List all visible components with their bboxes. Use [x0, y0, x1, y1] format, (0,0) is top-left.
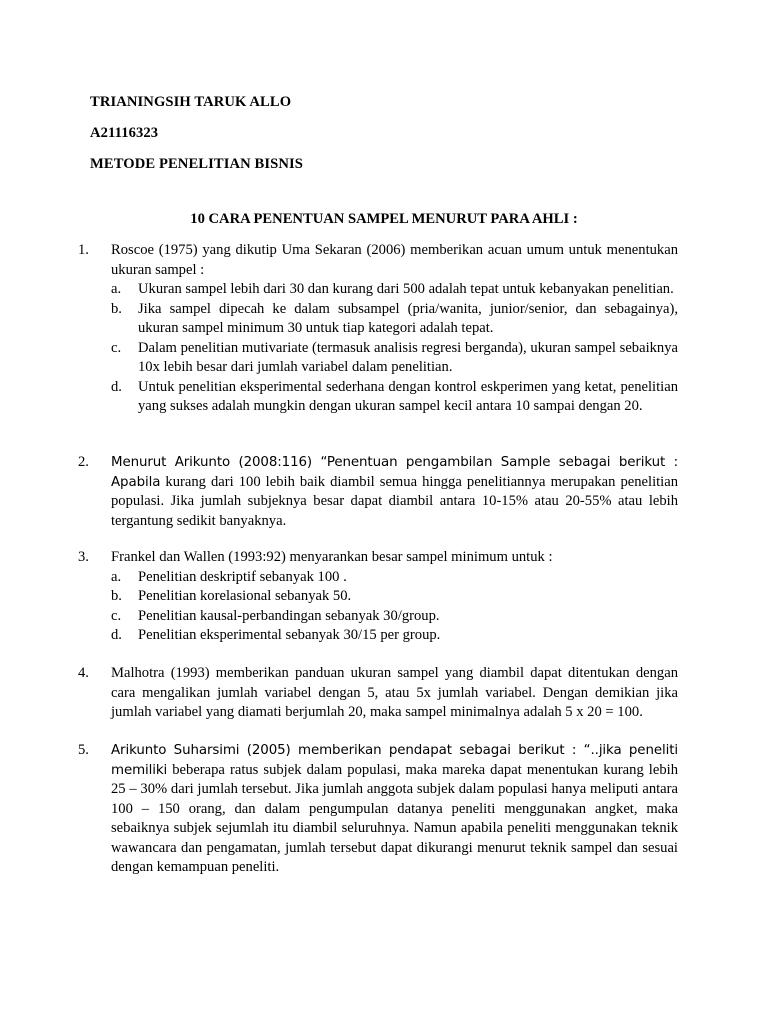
- list-item-text-block: [111, 453, 678, 531]
- sub-item-3a: [111, 568, 678, 588]
- sub-letter: a.: [111, 568, 122, 585]
- list-item-text-block: [111, 741, 678, 878]
- list-number: 5.: [78, 742, 89, 758]
- course-title: METODE PENELITIAN BISNIS: [90, 156, 303, 172]
- list-item-text: beberapa ratus subjek dalam populasi, maka mareka dapat menentukan kurang lebih 25 – 30% dari jumlah tersebut. Jika jumlah anggota subjek dalam populasi hanya meliputi antara 100 – 150 orang, dan dalam pengumpulan datanya peneliti menggunakan angket, maka sebaiknya subjek sejumlah itu diambil seluruhnya. Namun apabila peneliti menggunakan teknik wawancara dan pengamatan, jumlah tersebut dapat dikurangi menurut teknik sampel dan sesuai dengan kemampuan peneliti.: [111, 761, 678, 875]
- sub-letter: b.: [111, 588, 122, 604]
- list-item-text-sans: Arikunto Suharsimi (2005) memberikan pendapat sebagai berikut : “..jika peneliti memiliki: [111, 743, 678, 778]
- sub-item-text: Dalam penelitian mutivariate (termasuk analisis regresi berganda), ukuran sampel sebaiknya 10x lebih besar dari jumlah variabel dalam penelitian.: [138, 339, 678, 375]
- sub-item-1a: [111, 280, 678, 300]
- sub-item-3c: [111, 607, 678, 627]
- sub-item-text: Penelitian eksperimental sebanyak 30/15 per group.: [138, 627, 441, 643]
- list-item-3: [78, 548, 678, 646]
- list-item-text: Malhotra (1993) memberikan panduan ukuran sampel yang diambil dapat ditentukan dengan cara mengalikan jumlah variabel dengan 5, atau 5x jumlah variabel. Dengan demikian jika jumlah variabel yang diamati berjumlah 20, maka sampel minimalnya adalah 5 x 20 = 100.: [111, 665, 678, 720]
- sub-letter: c.: [111, 339, 122, 356]
- sub-item-text: Jika sampel dipecah ke dalam subsampel (pria/wanita, junior/senior, dan sebagainya), ukuran sampel minimum 30 untuk tiap kategori adalah tepat.: [138, 300, 678, 336]
- sub-item-1b: [111, 300, 678, 339]
- sub-letter: d.: [111, 627, 122, 643]
- sub-item-text: Penelitian kausal-perbandingan sebanyak 30/group.: [138, 607, 440, 624]
- sub-item-text: Penelitian korelasional sebanyak 50.: [138, 588, 352, 604]
- list-number: 2.: [78, 454, 89, 470]
- sub-letter: a.: [111, 281, 122, 297]
- sub-item-3d: [111, 626, 678, 646]
- list-item-5: [78, 741, 678, 878]
- list-item-1: [78, 241, 678, 417]
- student-id: A21116323: [90, 125, 159, 141]
- list-item-text: kurang dari 100 lebih baik diambil semua hingga penelitiannya merupakan penelitian populasi. Jika jumlah subjeknya besar dapat diambil antara 10-15% atau 20-55% atau lebih tergantung sedikit banyaknya.: [111, 473, 679, 529]
- sub-item-text: Penelitian deskriptif sebanyak 100 .: [138, 568, 347, 585]
- sub-item-text: Ukuran sampel lebih dari 30 dan kurang dari 500 adalah tepat untuk kebanyakan penelitian.: [138, 281, 674, 297]
- list-number: 4.: [78, 665, 89, 681]
- list-number: 3.: [78, 549, 89, 565]
- sub-item-1d: [111, 378, 678, 417]
- list-item-text: Frankel dan Wallen (1993:92) menyarankan besar sampel minimum untuk :: [111, 549, 553, 565]
- sub-item-1c: [111, 339, 678, 378]
- author-name: TRIANINGSIH TARUK ALLO: [90, 94, 292, 110]
- sub-letter: d.: [111, 378, 122, 395]
- list-item-text: Roscoe (1975) yang dikutip Uma Sekaran (2006) memberikan acuan umum untuk menentukan ukuran sampel :: [111, 242, 678, 278]
- list-item-2: [78, 453, 678, 531]
- list-item-4: [78, 664, 678, 723]
- sub-letter: c.: [111, 607, 122, 624]
- sub-item-3b: [111, 587, 678, 607]
- sub-item-text: Untuk penelitian eksperimental sederhana dengan kontrol eskperimen yang ketat, penelitian yang sukses adalah mungkin dengan ukuran sampel kecil antara 10 sampai dengan 20.: [138, 378, 678, 414]
- list-number: 1.: [78, 242, 89, 258]
- list-item-text-sans: Menurut Arikunto (2008:116) “Penentuan pengambilan Sample sebagai berikut : Apabila: [111, 455, 678, 490]
- sub-letter: b.: [111, 300, 122, 317]
- document-title: 10 CARA PENENTUAN SAMPEL MENURUT PARA AHLI :: [190, 211, 578, 227]
